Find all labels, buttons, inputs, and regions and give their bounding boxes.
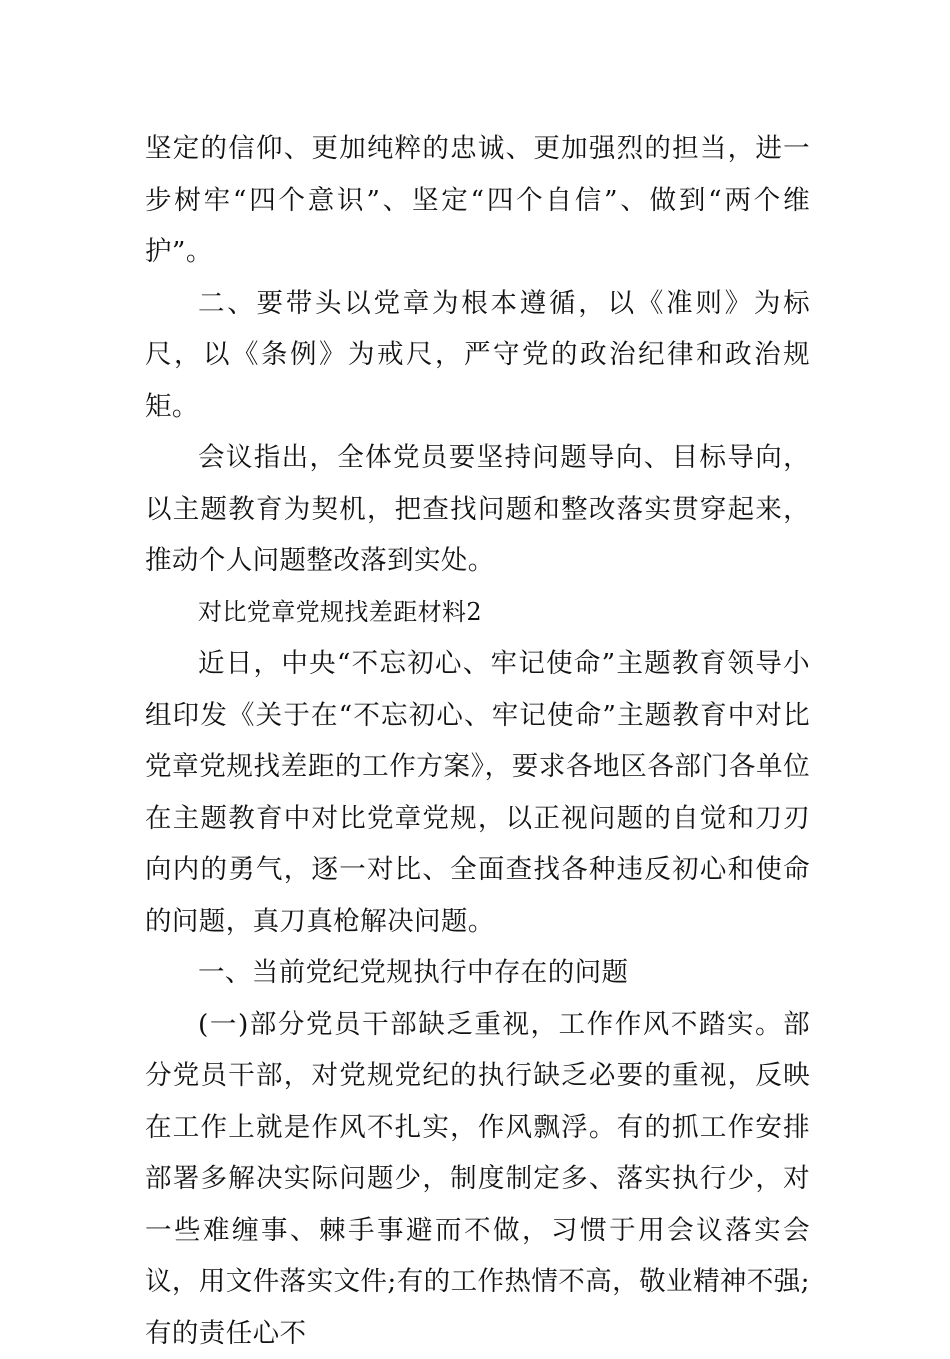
heading-current-problems: 一、当前党纪党规执行中存在的问题 [145,947,810,999]
paragraph-party-constitution: 二、要带头以党章为根本遵循，以《准则》为标尺，以《条例》为戒尺，严守党的政治纪律和政治规矩。 [145,278,810,433]
section-title: 对比党章党规找差距材料2 [145,587,810,639]
paragraph-faith-continuation: 坚定的信仰、更加纯粹的忠诚、更加强烈的担当，进一步树牢“四个意识”、坚定“四个自信”、做到“两个维护”。 [145,123,810,278]
paragraph-recent-notice: 近日，中央“不忘初心、牢记使命”主题教育领导小组印发《关于在“不忘初心、牢记使命”主题教育中对比党章党规找差距的工作方案》，要求各地区各部门各单位在主题教育中对比党章党规，以正视问题的自觉和刀刃向内的勇气，逐一对比、全面查找各种违反初心和使命的问题，真刀真枪解决问题。 [145,638,810,947]
document-page [145,123,810,1359]
paragraph-meeting-notes: 会议指出，全体党员要坚持问题导向、目标导向，以主题教育为契机，把查找问题和整改落实贯穿起来，推动个人问题整改落到实处。 [145,432,810,587]
paragraph-problem-one: (一)部分党员干部缺乏重视，工作作风不踏实。部分党员干部，对党规党纪的执行缺乏必要的重视，反映在工作上就是作风不扎实，作风飘浮。有的抓工作安排部署多解决实际问题少，制度制定多、落实执行少，对一些难缠事、棘手事避而不做，习惯于用会议落实会议，用文件落实文件;有的工作热情不高，敬业精神不强;有的责任心不 [145,999,810,1359]
